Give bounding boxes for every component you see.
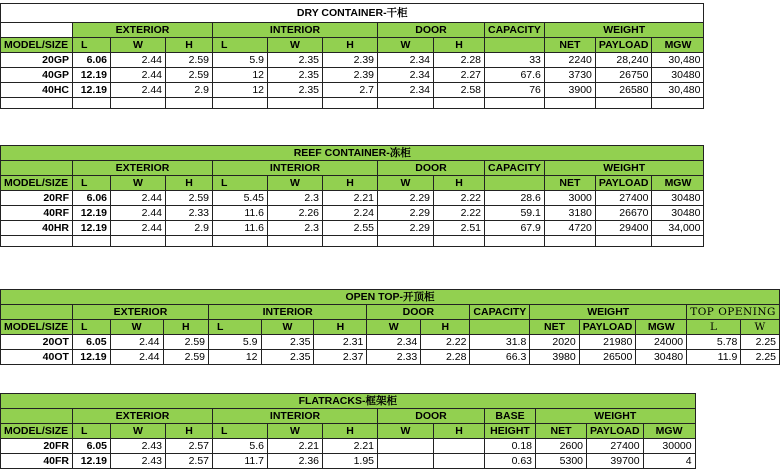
- table-row: [1, 221, 756, 236]
- value-cell: 26580: [595, 83, 652, 98]
- flatracks-table: [0, 393, 696, 469]
- col-h-header: H: [166, 176, 213, 191]
- value-cell: 2.44: [111, 83, 166, 98]
- value-cell: 2.44: [111, 53, 166, 68]
- value-cell: 2.28: [434, 53, 485, 68]
- weight-header: WEIGHT: [536, 409, 696, 424]
- value-cell: 12.19: [72, 350, 110, 365]
- value-cell: 2.55: [323, 221, 378, 236]
- model-cell: 40HR: [1, 221, 73, 236]
- col-w-header: W: [378, 176, 434, 191]
- value-cell: 2240: [544, 53, 595, 68]
- table-row: [1, 439, 696, 454]
- value-cell: 2.35: [268, 83, 323, 98]
- col-h-header: H: [434, 38, 485, 53]
- col-payload-header: PAYLOAD: [595, 38, 652, 53]
- value-cell: 2.24: [323, 206, 378, 221]
- model-size-header: MODEL/SIZE: [1, 424, 73, 439]
- value-cell: 2.31: [314, 335, 367, 350]
- value-cell: 2.29: [378, 191, 434, 206]
- value-cell: 67.9: [485, 221, 545, 236]
- open-top-title: OPEN TOP-开顶柜: [1, 290, 780, 305]
- value-cell: 2.28: [421, 350, 470, 365]
- col-l-header: L: [213, 424, 268, 439]
- col-payload-header: PAYLOAD: [579, 320, 636, 335]
- reef-container-table: [0, 145, 756, 247]
- model-cell: 40GP: [1, 68, 73, 83]
- exterior-header: EXTERIOR: [73, 409, 213, 424]
- table-row: [1, 53, 756, 68]
- table-row: [1, 335, 780, 350]
- value-cell: 28.6: [485, 191, 545, 206]
- model-cell: 20OT: [1, 335, 73, 350]
- model-size-header: MODEL/SIZE: [1, 176, 73, 191]
- value-cell: 5.6: [213, 439, 268, 454]
- value-cell: 30480: [652, 68, 704, 83]
- value-cell: 4: [643, 454, 695, 469]
- value-cell: 12.19: [73, 454, 111, 469]
- value-cell: 26670: [595, 206, 652, 221]
- value-cell: 26750: [595, 68, 652, 83]
- value-cell: 2.34: [378, 83, 434, 98]
- value-cell: 30480: [652, 191, 704, 206]
- value-cell: 12.19: [73, 68, 111, 83]
- value-cell: 2.39: [323, 53, 378, 68]
- dry-container-title: DRY CONTAINER-干柜: [1, 4, 704, 23]
- value-cell: 2.9: [166, 221, 213, 236]
- value-cell: 3980: [530, 350, 579, 365]
- col-h-header: H: [163, 320, 209, 335]
- value-cell: 2.22: [434, 206, 485, 221]
- weight-header: WEIGHT: [544, 23, 704, 38]
- col-w-header: W: [378, 38, 434, 53]
- value-cell: 2.34: [367, 335, 421, 350]
- value-cell: 2020: [530, 335, 579, 350]
- col-payload-header: PAYLOAD: [587, 424, 644, 439]
- value-cell: 2.58: [434, 83, 485, 98]
- value-cell: 5.45: [213, 191, 268, 206]
- value-cell: 2.44: [110, 350, 163, 365]
- capacity-sub-header: [485, 176, 545, 191]
- value-cell: [378, 439, 434, 454]
- value-cell: 2.25: [741, 350, 780, 365]
- col-w-header: W: [111, 176, 166, 191]
- value-cell: 28,240: [595, 53, 652, 68]
- model-size-header: MODEL/SIZE: [1, 320, 73, 335]
- value-cell: 0.63: [485, 454, 536, 469]
- table-row: [1, 191, 756, 206]
- capacity-sub-header: [485, 38, 545, 53]
- value-cell: 2.35: [268, 68, 323, 83]
- col-w-header: W: [268, 38, 323, 53]
- value-cell: 2.27: [434, 68, 485, 83]
- value-cell: 5300: [536, 454, 587, 469]
- value-cell: 11.9: [687, 350, 741, 365]
- col-mgw-header: MGW: [652, 176, 704, 191]
- col-l-header: L: [73, 176, 111, 191]
- value-cell: [378, 454, 434, 469]
- col-h-header: H: [166, 424, 213, 439]
- value-cell: 2.59: [166, 68, 213, 83]
- col-w-header: W: [268, 424, 323, 439]
- value-cell: 6.06: [73, 53, 111, 68]
- value-cell: 2.35: [261, 335, 314, 350]
- value-cell: 2.36: [268, 454, 323, 469]
- col-h-header: H: [314, 320, 367, 335]
- base-header: BASE: [485, 409, 536, 424]
- col-net-header: NET: [530, 320, 579, 335]
- table-row: [1, 454, 696, 469]
- col-payload-header: PAYLOAD: [595, 176, 652, 191]
- value-cell: 1.95: [323, 454, 378, 469]
- door-header: DOOR: [378, 409, 485, 424]
- value-cell: 6.05: [72, 335, 110, 350]
- table-row: [1, 206, 756, 221]
- value-cell: 11.6: [213, 221, 268, 236]
- value-cell: 2.44: [111, 191, 166, 206]
- value-cell: 2.29: [378, 221, 434, 236]
- interior-header: INTERIOR: [209, 305, 367, 320]
- value-cell: 30,480: [652, 53, 704, 68]
- value-cell: 2.7: [323, 83, 378, 98]
- top-opening-header: TOP OPENING: [687, 305, 780, 320]
- value-cell: 2.22: [434, 191, 485, 206]
- value-cell: 39700: [587, 454, 644, 469]
- value-cell: 6.06: [73, 191, 111, 206]
- dry-container-table: [0, 3, 756, 109]
- value-cell: 59.1: [485, 206, 545, 221]
- value-cell: 6.05: [73, 439, 111, 454]
- value-cell: 29400: [595, 221, 652, 236]
- col-l-header: L: [213, 38, 268, 53]
- value-cell: 30480: [652, 206, 704, 221]
- col-mgw-header: MGW: [652, 38, 704, 53]
- col-h-header: H: [421, 320, 470, 335]
- value-cell: 2.29: [378, 206, 434, 221]
- value-cell: 2.35: [261, 350, 314, 365]
- col-h-header: H: [434, 176, 485, 191]
- value-cell: 24000: [636, 335, 687, 350]
- exterior-header: EXTERIOR: [72, 305, 208, 320]
- value-cell: 2.9: [166, 83, 213, 98]
- value-cell: 2.44: [111, 206, 166, 221]
- col-top-w-header: W: [741, 320, 780, 335]
- value-cell: 2.34: [378, 53, 434, 68]
- col-mgw-header: MGW: [636, 320, 687, 335]
- value-cell: 67.6: [485, 68, 545, 83]
- value-cell: 2.59: [166, 53, 213, 68]
- col-h-header: H: [323, 38, 378, 53]
- value-cell: 2.21: [268, 439, 323, 454]
- interior-header: INTERIOR: [213, 23, 378, 38]
- value-cell: 2.59: [163, 335, 209, 350]
- value-cell: 2.44: [111, 68, 166, 83]
- value-cell: 30,480: [652, 83, 704, 98]
- model-cell: 20GP: [1, 53, 73, 68]
- value-cell: 2.21: [323, 191, 378, 206]
- capacity-header: CAPACITY: [470, 305, 530, 320]
- value-cell: 2.44: [111, 221, 166, 236]
- value-cell: 5.78: [687, 335, 741, 350]
- blank-row: [1, 98, 756, 109]
- value-cell: 2.59: [166, 191, 213, 206]
- interior-header: INTERIOR: [213, 409, 378, 424]
- col-l-header: L: [72, 320, 110, 335]
- value-cell: 2.39: [323, 68, 378, 83]
- value-cell: 3000: [544, 191, 595, 206]
- table-row: [1, 68, 756, 83]
- value-cell: 2.59: [163, 350, 209, 365]
- col-h-header: H: [166, 38, 213, 53]
- value-cell: 21980: [579, 335, 636, 350]
- value-cell: 2.34: [378, 68, 434, 83]
- capacity-sub-header: [470, 320, 530, 335]
- weight-header: WEIGHT: [530, 305, 687, 320]
- col-h-header: H: [323, 424, 378, 439]
- value-cell: 12: [209, 350, 261, 365]
- model-cell: 40HC: [1, 83, 73, 98]
- door-header: DOOR: [378, 23, 485, 38]
- value-cell: 2.25: [741, 335, 780, 350]
- value-cell: 5.9: [209, 335, 261, 350]
- value-cell: 66.3: [470, 350, 530, 365]
- col-w-header: W: [378, 424, 434, 439]
- value-cell: 3730: [544, 68, 595, 83]
- col-l-header: L: [73, 424, 111, 439]
- value-cell: 12.19: [73, 221, 111, 236]
- model-cell: 40FR: [1, 454, 73, 469]
- col-w-header: W: [111, 38, 166, 53]
- flatracks-title: FLATRACKS-框架柜: [1, 394, 696, 409]
- table-row: [1, 83, 756, 98]
- col-w-header: W: [268, 176, 323, 191]
- value-cell: [434, 439, 485, 454]
- value-cell: 2.57: [166, 439, 213, 454]
- col-w-header: W: [110, 320, 163, 335]
- col-h-header: H: [434, 424, 485, 439]
- capacity-header: CAPACITY: [485, 161, 545, 176]
- value-cell: 12: [213, 83, 268, 98]
- value-cell: 12: [213, 68, 268, 83]
- value-cell: 2600: [536, 439, 587, 454]
- value-cell: 27400: [587, 439, 644, 454]
- col-w-header: W: [111, 424, 166, 439]
- blank-row: [1, 236, 756, 247]
- value-cell: 2.44: [110, 335, 163, 350]
- value-cell: 30000: [643, 439, 695, 454]
- weight-header: WEIGHT: [544, 161, 704, 176]
- capacity-header: CAPACITY: [485, 23, 545, 38]
- value-cell: 31.8: [470, 335, 530, 350]
- col-l-header: L: [73, 38, 111, 53]
- value-cell: 27400: [595, 191, 652, 206]
- value-cell: 5.9: [213, 53, 268, 68]
- model-cell: 40RF: [1, 206, 73, 221]
- value-cell: 2.43: [111, 454, 166, 469]
- value-cell: 26500: [579, 350, 636, 365]
- reef-container-title: REEF CONTAINER-冻柜: [1, 146, 704, 161]
- value-cell: 12.19: [73, 83, 111, 98]
- value-cell: 76: [485, 83, 545, 98]
- col-net-header: NET: [544, 176, 595, 191]
- col-net-header: NET: [536, 424, 587, 439]
- value-cell: 34,000: [652, 221, 704, 236]
- model-cell: 40OT: [1, 350, 73, 365]
- col-mgw-header: MGW: [643, 424, 695, 439]
- open-top-table: [0, 289, 780, 365]
- value-cell: 2.37: [314, 350, 367, 365]
- door-header: DOOR: [378, 161, 485, 176]
- col-top-l-header: L: [687, 320, 741, 335]
- value-cell: 2.21: [323, 439, 378, 454]
- value-cell: 3900: [544, 83, 595, 98]
- col-h-header: H: [323, 176, 378, 191]
- value-cell: 3180: [544, 206, 595, 221]
- door-header: DOOR: [367, 305, 470, 320]
- value-cell: 2.3: [268, 221, 323, 236]
- value-cell: 2.33: [166, 206, 213, 221]
- exterior-header: EXTERIOR: [73, 23, 213, 38]
- exterior-header: EXTERIOR: [73, 161, 213, 176]
- value-cell: 2.35: [268, 53, 323, 68]
- model-cell: 20RF: [1, 191, 73, 206]
- value-cell: 30480: [636, 350, 687, 365]
- value-cell: [434, 454, 485, 469]
- value-cell: 2.22: [421, 335, 470, 350]
- value-cell: 2.26: [268, 206, 323, 221]
- table-row: [1, 350, 780, 365]
- col-w-header: W: [367, 320, 421, 335]
- value-cell: 11.6: [213, 206, 268, 221]
- value-cell: 2.43: [111, 439, 166, 454]
- col-net-header: NET: [544, 38, 595, 53]
- value-cell: 11.7: [213, 454, 268, 469]
- value-cell: 12.19: [73, 206, 111, 221]
- value-cell: 2.33: [367, 350, 421, 365]
- value-cell: 4720: [544, 221, 595, 236]
- col-height-header: HEIGHT: [485, 424, 536, 439]
- value-cell: 2.57: [166, 454, 213, 469]
- value-cell: 0.18: [485, 439, 536, 454]
- col-l-header: L: [209, 320, 261, 335]
- col-w-header: W: [261, 320, 314, 335]
- model-cell: 20FR: [1, 439, 73, 454]
- interior-header: INTERIOR: [213, 161, 378, 176]
- value-cell: 2.51: [434, 221, 485, 236]
- model-size-header: MODEL/SIZE: [1, 38, 73, 53]
- col-l-header: L: [213, 176, 268, 191]
- value-cell: 33: [485, 53, 545, 68]
- value-cell: 2.3: [268, 191, 323, 206]
